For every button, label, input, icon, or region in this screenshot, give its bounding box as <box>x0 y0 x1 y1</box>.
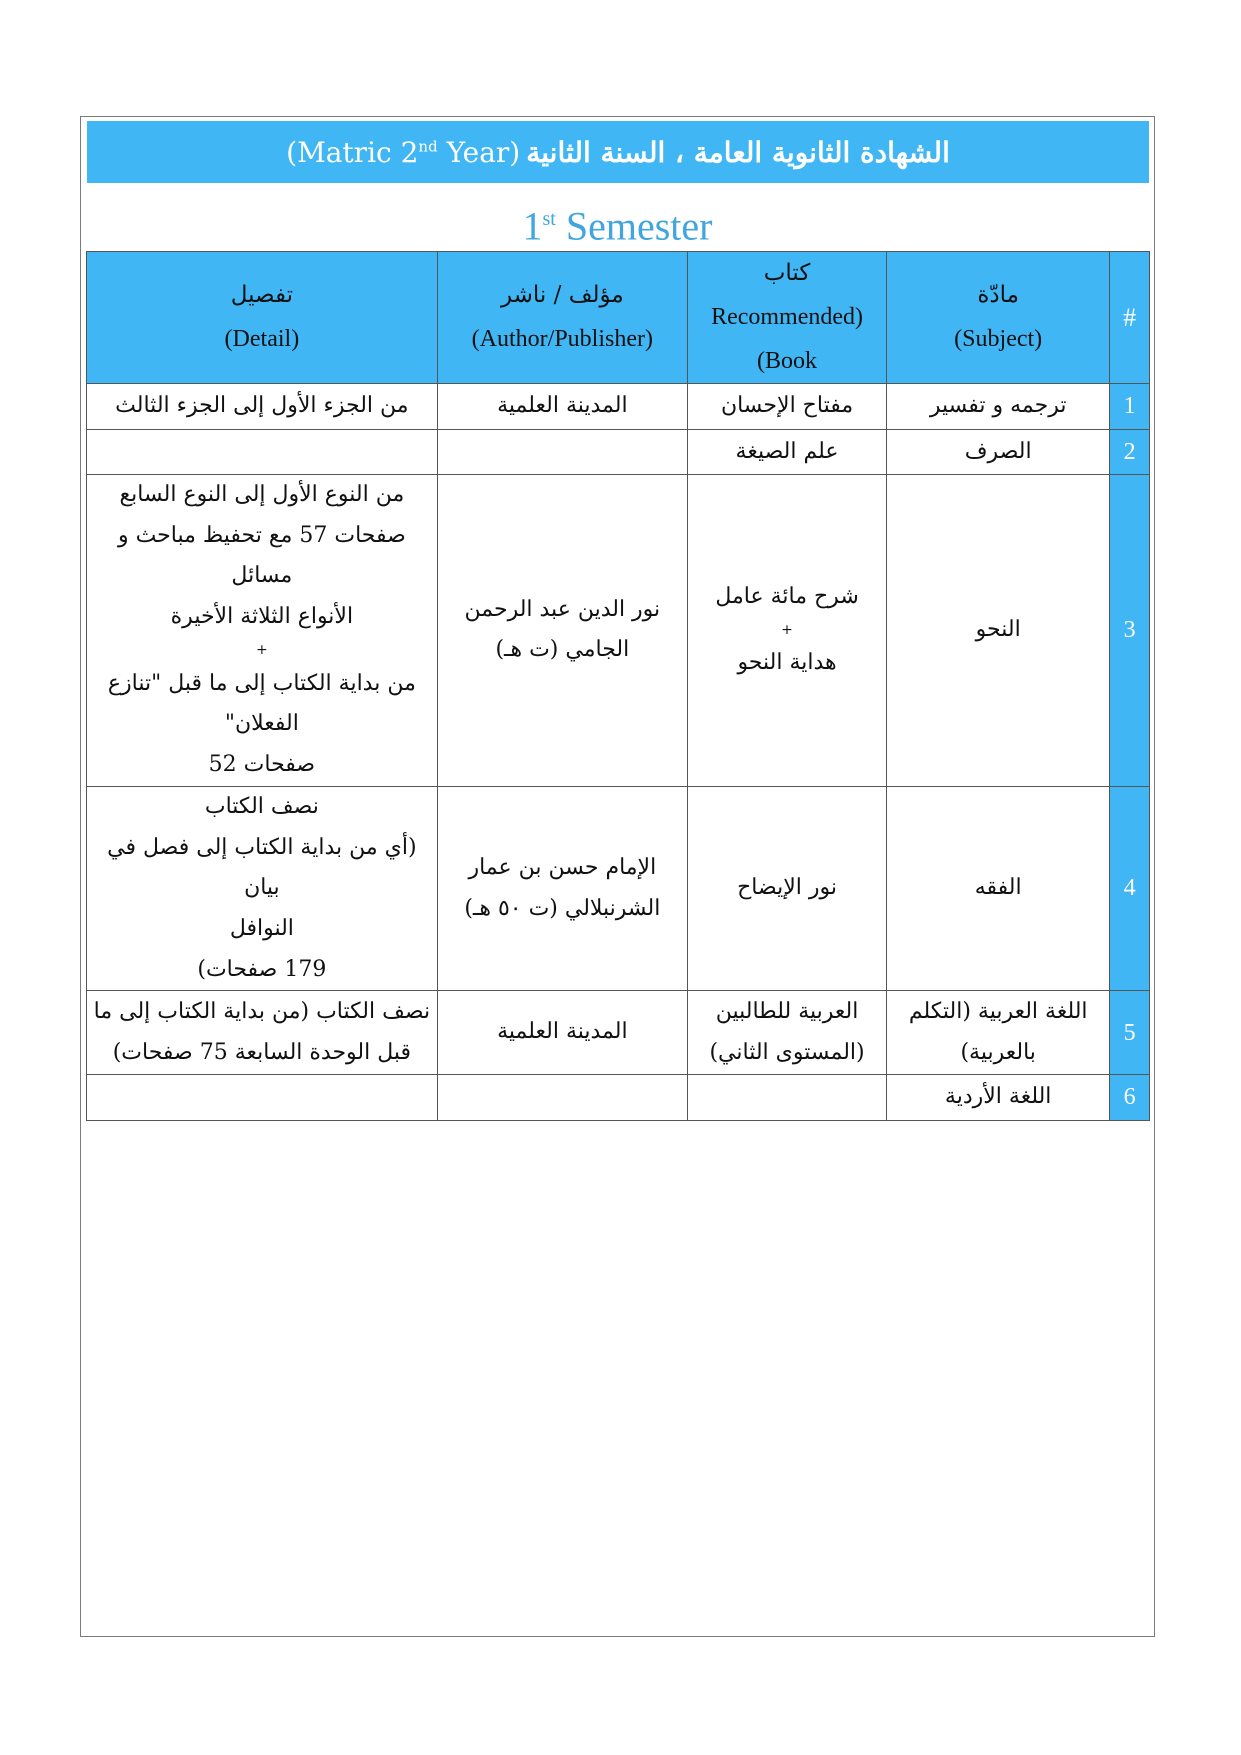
row-subject: النحو <box>887 475 1110 787</box>
curriculum-table <box>86 251 1150 1121</box>
row-detail-line: نصف الكتاب (من بداية الكتاب إلى ما <box>93 999 431 1025</box>
table-row <box>87 786 1150 990</box>
row-detail <box>87 786 438 990</box>
row-author-line: الشرنبلالي (ت ٥٠ هـ) <box>464 895 661 921</box>
semester-word: Semester <box>555 203 713 249</box>
row-book: علم الصيغة <box>687 429 886 474</box>
row-detail-line: قبل الوحدة السابعة 75 صفحات) <box>112 1039 412 1065</box>
header-subject-ar: مادّة <box>977 282 1019 309</box>
header-num: # <box>1110 252 1150 384</box>
row-detail-line: الأنواع الثلاثة الأخيرة <box>170 604 354 630</box>
header-detail-ar: تفصيل <box>230 282 294 309</box>
row-book: مفتاح الإحسان <box>687 384 886 429</box>
row-subject <box>887 991 1110 1075</box>
row-subject: ترجمه و تفسير <box>887 384 1110 429</box>
row-book <box>687 991 886 1075</box>
header-book-en: (Recommended Book) <box>711 303 864 374</box>
row-detail <box>87 1075 438 1120</box>
table-header-row <box>87 252 1150 384</box>
row-detail-line: من بداية الكتاب إلى ما قبل "تنازع <box>107 670 416 696</box>
table-row <box>87 475 1150 787</box>
row-detail-line: (أي من بداية الكتاب إلى فصل في بيان <box>107 834 417 901</box>
row-book-line: العربية للطالبين <box>715 999 859 1025</box>
header-title-en <box>286 136 520 169</box>
header-title-ar: الشهادة الثانوية العامة ، السنة الثانية <box>526 135 950 169</box>
row-book: نور الإيضاح <box>687 786 886 990</box>
header-detail <box>87 252 438 384</box>
row-detail-line: صفحات 57 مع تحفيظ مباحث و مسائل <box>117 522 406 589</box>
row-number: 1 <box>1110 384 1150 429</box>
header-book-ar: كتاب <box>763 260 811 286</box>
row-detail-line: صفحات 52 <box>208 752 316 778</box>
header-detail-en: (Detail) <box>224 325 300 352</box>
row-author <box>437 429 687 474</box>
row-subject-line: اللغة العربية (التكلم <box>908 999 1088 1025</box>
row-detail: من الجزء الأول إلى الجزء الثالث <box>87 384 438 429</box>
header-title-en-prefix: (Matric 2 <box>286 135 419 169</box>
row-author-line: الإمام حسن بن عمار <box>468 854 657 880</box>
row-author: المدينة العلمية <box>437 991 687 1075</box>
row-number: 2 <box>1110 429 1150 474</box>
header-subject <box>887 252 1110 384</box>
semester-title <box>80 188 1155 250</box>
table-row <box>87 991 1150 1075</box>
row-number: 6 <box>1110 1075 1150 1120</box>
header-title-en-sup: nd <box>418 137 438 156</box>
row-detail <box>87 429 438 474</box>
table-row <box>87 1075 1150 1120</box>
row-book-line: + <box>781 621 793 638</box>
row-author-line: نور الدين عبد الرحمن <box>464 596 661 622</box>
header-book <box>687 252 886 384</box>
row-number: 4 <box>1110 786 1150 990</box>
row-subject: الصرف <box>887 429 1110 474</box>
row-book <box>687 475 886 787</box>
row-detail-line: من النوع الأول إلى النوع السابع <box>119 482 405 508</box>
header-author-ar: مؤلف / ناشر <box>500 282 624 309</box>
header-subject-en: (Subject) <box>954 325 1043 352</box>
row-subject: الفقه <box>887 786 1110 990</box>
semester-number: 1 <box>522 203 543 249</box>
row-author-line: الجامي (ت هـ) <box>495 637 630 663</box>
row-detail <box>87 991 438 1075</box>
row-detail-line: نصف الكتاب <box>204 793 319 819</box>
row-detail <box>87 475 438 787</box>
header-banner <box>87 121 1149 183</box>
row-subject: اللغة الأردية <box>887 1075 1110 1120</box>
row-detail-line: النوافل <box>229 915 294 941</box>
row-book-line: (المستوى الثاني) <box>709 1039 865 1065</box>
row-number: 5 <box>1110 991 1150 1075</box>
header-author <box>437 252 687 384</box>
row-author: المدينة العلمية <box>437 384 687 429</box>
row-detail-line: الفعلان" <box>224 711 299 737</box>
row-author <box>437 475 687 787</box>
row-author <box>437 1075 687 1120</box>
semester-sup: st <box>542 208 556 230</box>
row-number: 3 <box>1110 475 1150 787</box>
table-row <box>87 429 1150 474</box>
row-book <box>687 1075 886 1120</box>
row-detail-line: + <box>256 641 268 658</box>
row-author <box>437 786 687 990</box>
row-subject-line: بالعربية) <box>960 1039 1036 1065</box>
row-detail-line: 179 صفحات) <box>197 956 327 982</box>
row-book-line: شرح مائة عامل <box>715 583 859 609</box>
header-author-en: (Author/Publisher) <box>471 325 653 352</box>
header-title-en-suffix: Year) <box>437 135 521 169</box>
table-row <box>87 384 1150 429</box>
row-book-line: هداية النحو <box>737 650 837 676</box>
